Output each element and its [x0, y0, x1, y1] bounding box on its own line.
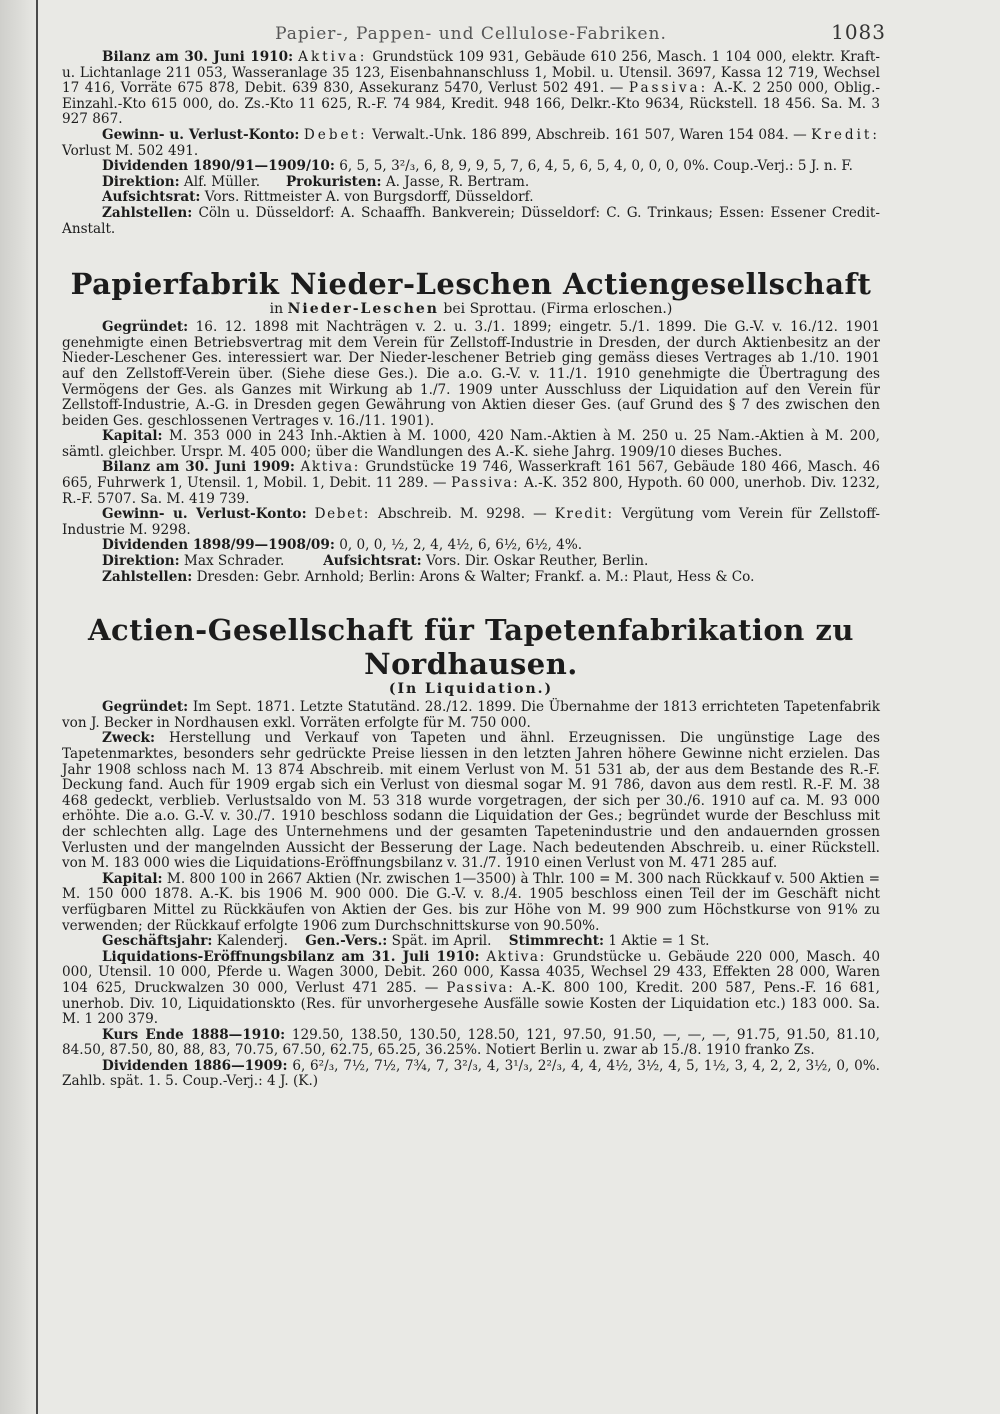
- aufsichtsrat-label: Aufsichtsrat:: [323, 553, 422, 570]
- dividenden-paragraph: [62, 538, 880, 554]
- geschaeftsjahr-paragraph: [62, 934, 880, 950]
- subtitle-prefix: in: [269, 301, 284, 318]
- zahlstellen-text: Dresden: Gebr. Arnhold; Berlin: Arons & Walter; Frankf. a. M.: Plaut, Hess & Co.: [196, 568, 755, 585]
- aufsichtsrat-text: Vors. Dir. Oskar Reuther, Berlin.: [425, 553, 649, 570]
- direktion-text: Alf. Müller.: [183, 173, 261, 190]
- zahlstellen-label: Zahlstellen:: [102, 204, 193, 221]
- bilanz-aktiva-text: Grundstück 109 931, Gebäude 610 256, Masch. 1 104 000, elektr. Kraft- u. Lichtanlage 211 053, Wasseranlage 35 123, Eisenbahnanschluss 1, Mobil. u. Utensil. 3697, Kassa 12 719, Wechsel 17 416, Vorräte 675 878, Debit. 639 830, Assekuranz 5470, Verlust 502 491. —: [62, 49, 880, 97]
- prokuristen-label: Prokuristen:: [285, 173, 382, 190]
- aktiva-word: Aktiva:: [298, 49, 368, 65]
- direktion-label: Direktion:: [102, 553, 180, 570]
- dividenden-label: Dividenden 1890/91—1909/10:: [102, 158, 335, 175]
- zweck-label: Zweck:: [102, 730, 155, 747]
- kurs-text: 129.50, 138.50, 130.50, 128.50, 121, 97.50, 91.50, —, —, —, 91.75, 91.50, 81.10, 84.50, 87.50, 80, 88, 83, 70.75, 67.50, 62.75, 65.25, 36.25%. Notiert Berlin u. zwar ab 15./8. 1910 franko Zs.: [62, 1026, 880, 1059]
- bilanz-label: Bilanz am 30. Juni 1910:: [102, 49, 294, 65]
- dividenden-label: Dividenden 1886—1909:: [102, 1057, 288, 1074]
- company-title: Actien-Gesellschaft für Tapetenfabrikation zu Nordhausen.: [88, 613, 854, 682]
- gegruendet-text: 16. 12. 1898 mit Nachträgen v. 2. u. 3./1. 1899; eingetr. 5./1. 1899. Die G.-V. v. 16./12. 1901 genehmigte einen Betriebsvertrag mit dem Verein für Zellstoff-Industrie in Dresden, der durch Aktienbesitz an der Nieder-Leschener Ges. interessiert war. Der Nieder-leschener Betrieb ging gemäss dieses Vertrages ab 1./10. 1901 auf den Zellstoff-Verein über. (Siehe diese Ges.). Die a.o. G.-V. v. 11./1. 1910 genehmigte die Übertragung des Vermögens der Ges. als Ganzes mit Wirkung ab 1./7. 1909 unter Ausschluss der Liquidation auf den Verein für Zellstoff-Industrie, A.-G. in Dresden gegen Gewährung von Aktien dieser Ges. (auf Grund des § 7 des zwischen den beiden Ges. geschlossenen Vertrages v. 16./11. 1901).: [62, 319, 880, 429]
- zweck-paragraph: [62, 731, 880, 871]
- zahlstellen-paragraph: [62, 570, 880, 586]
- bilanz-paragraph: [62, 460, 880, 507]
- direktion-label: Direktion:: [102, 173, 180, 190]
- kapital-text: M. 800 100 in 2667 Aktien (Nr. zwischen 1—3500) à Thlr. 100 = M. 300 nach Rückkauf v. 500 Aktien = M. 150 000 1878. A.-K. bis 1906 M. 900 000. Die G.-V. v. 8./4. 1905 beschloss einen Teil der im Geschäft nicht verfügbaren Mittel zu Rückkäufen von Aktien der Ges. bis zur Höhe von M. 99 900 zum Höchstkurse von 91% zu verwenden; der Rückkauf erfolgte 1906 zum Durchschnittskurse von 90.50%.: [62, 870, 881, 934]
- bilanz-passiva-text: A.-K. 352 800, Hypoth. 60 000, unerhob. Div. 1232, R.-F. 5707. Sa. M. 419 739.: [62, 475, 881, 507]
- guv-debet-text: Abschreib. M. 9298. —: [378, 506, 547, 523]
- dividenden-paragraph: [62, 159, 880, 175]
- gen-vers-label: Gen.-Vers.:: [305, 933, 388, 950]
- direktion-paragraph: [62, 554, 880, 570]
- guv-label: Gewinn- u. Verlust-Konto:: [102, 126, 300, 143]
- prokuristen-text: A. Jasse, R. Bertram.: [385, 173, 530, 190]
- kapital-text: M. 353 000 in 243 Inh.-Aktien à M. 1000, 420 Nam.-Aktien à M. 250 u. 25 Nam.-Aktien à M. 200, sämtl. gleichber. Urspr. M. 405 000; über die Wandlungen des A.-K. siehe Jahrg. 1909/10 dieses Buches.: [62, 428, 880, 460]
- debet-word: Debet:: [303, 126, 368, 143]
- company-entry-nieder-leschen: [62, 267, 880, 585]
- passiva-word: Passiva:: [628, 80, 709, 97]
- gegruendet-paragraph: [62, 700, 880, 731]
- dividenden-paragraph: [62, 1059, 880, 1090]
- company-entry-tapetenfabrikation: [62, 613, 880, 1090]
- kapital-label: Kapital:: [102, 428, 163, 445]
- zweck-text: Herstellung und Verkauf von Tapeten und ähnl. Erzeugnissen. Die ungünstige Lage des Tapetenmarktes, besonders sehr gedrückte Preise liessen in den letzten Jahren höhere Gewinne nicht erzielen. Das Jahr 1908 schloss nach M. 13 874 Abschreib. mit einem Verlust von M. 51 531 ab, der aus dem Bestande des R.-F. Deckung fand. Auch für 1909 ergab sich ein Verlust von diesmal sogar M. 91 786, davon aus dem restl. R.-F. M. 38 468 gedeckt, verblieb. Verlustsaldo von M. 53 318 wurde vorgetragen, der sich per 30./6. 1910 auf ca. M. 93 000 erhöhte. Die a.o. G.-V. v. 30./7. 1910 beschloss sodann die Liquidation der Ges.; begründet wurde der Beschluss mit der schlechten allg. Lage des Unternehmens und der gesamten Tapetenindustrie und den andauernden grossen Verlusten und der mangelnden Aussicht der Besserung der Lage. Nach bedeutenden Abschreib. u. einer Rückstell. von M. 183 000 wies die Liquidations-Eröffnungsbilanz v. 31./7. 1910 einen Verlust von M. 471 285 auf.: [62, 730, 880, 872]
- dividenden-label: Dividenden 1898/99—1908/09:: [102, 537, 335, 554]
- stimmrecht-label: Stimmrecht:: [508, 933, 605, 950]
- company-subtitle: [62, 301, 880, 318]
- liquidationsbilanz-label: Liquidations-Eröffnungsbilanz am 31. Juli 1910:: [102, 948, 480, 965]
- aktiva-word: Aktiva:: [300, 459, 360, 476]
- bilanz-passiva-text: A.-K. 2 250 000, Oblig.-Einzahl.-Kto 615 000, do. Zs.-Kto 11 625, R.-F. 74 984, Kredit. 948 166, Delkr.-Kto 9634, Rückstell. 18 456. Sa. M. 3 927 867.: [62, 80, 880, 128]
- aktiva-word: Aktiva:: [486, 948, 546, 965]
- liquidationsbilanz-passiva-text: A.-K. 800 100, Kredit. 200 587, Pens.-F. 16 681, unerhob. Div. 10, Liquidationskto (Res. für unvorhergesehe Ausfälle sowie Kosten der Liquidation etc.) 183 000. Sa. M. 1 200 379.: [62, 979, 880, 1028]
- debet-word: Debet:: [314, 506, 370, 523]
- gegruendet-text: Im Sept. 1871. Letzte Statutänd. 28./12. 1899. Die Übernahme der 1813 errichteten Tapetenfabrik von J. Becker in Nordhausen exkl. Vorräten erfolgte für M. 750 000.: [62, 699, 880, 731]
- passiva-word: Passiva:: [446, 979, 515, 996]
- gen-vers-text: Spät. im April.: [391, 933, 492, 950]
- liquidationsbilanz-aktiva-text: Grundstücke u. Gebäude 220 000, Masch. 40 000, Utensil. 10 000, Pferde u. Wagen 3000, Debit. 260 000, Kassa 4035, Wechsel 29 433, Effekten 28 000, Waren 104 625, Druckwalzen 30 000, Verlust 471 285. —: [62, 948, 881, 996]
- bilanz-label: Bilanz am 30. Juni 1909:: [102, 459, 295, 476]
- bilanz-aktiva-text: Grundstücke 19 746, Wasserkraft 161 567, Gebäude 180 466, Masch. 46 665, Fuhrwerk 1, Utensil. 1, Mobil. 1, Debit. 11 289. —: [62, 459, 881, 492]
- kapital-label: Kapital:: [102, 870, 163, 887]
- geschaeftsjahr-label: Geschäftsjahr:: [102, 933, 213, 950]
- geschaeftsjahr-text: Kalenderj.: [216, 933, 288, 950]
- zahlstellen-label: Zahlstellen:: [102, 568, 193, 585]
- dividenden-text: 6, 5, 5, 3²/₃, 6, 8, 9, 9, 5, 7, 6, 4, 5, 6, 5, 4, 0, 0, 0, 0%. Coup.-Verj.: 5 J. n. F.: [339, 158, 853, 175]
- guv-paragraph: [62, 128, 880, 159]
- kapital-paragraph: [62, 872, 880, 934]
- guv-kredit-text: Vorlust M. 502 491.: [62, 142, 199, 159]
- aufsichtsrat-paragraph: [62, 190, 880, 206]
- direktion-paragraph: [62, 175, 880, 191]
- subtitle-suffix: bei Sprottau. (Firma erloschen.): [443, 301, 673, 318]
- zahlstellen-text: Cöln u. Düsseldorf: A. Schaaffh. Bankverein; Düsseldorf: C. G. Trinkaus; Essen: Essener Credit-Anstalt.: [62, 204, 880, 237]
- bilanz-paragraph: [62, 50, 880, 128]
- liquidation-note: (In Liquidation.): [388, 681, 554, 698]
- direktion-text: Max Schrader.: [183, 553, 285, 570]
- running-header: [62, 20, 886, 50]
- aufsichtsrat-text: Vors. Rittmeister A. von Burgsdorff, Düsseldorf.: [204, 189, 534, 206]
- company-location: Nieder-Leschen: [287, 301, 439, 318]
- entry-continuation: [62, 50, 880, 237]
- kredit-word: Kredit:: [811, 126, 880, 143]
- page-binding-shadow: [0, 0, 38, 1414]
- guv-paragraph: [62, 507, 880, 538]
- kurs-label: Kurs Ende 1888—1910:: [102, 1026, 286, 1043]
- company-subtitle: [62, 681, 880, 698]
- gegruendet-paragraph: [62, 320, 880, 429]
- liquidationsbilanz-paragraph: [62, 950, 880, 1028]
- passiva-word: Passiva:: [451, 475, 520, 492]
- aufsichtsrat-label: Aufsichtsrat:: [102, 189, 201, 206]
- running-title: Papier-, Pappen- und Cellulose-Fabriken.: [275, 24, 667, 44]
- gegruendet-label: Gegründet:: [102, 319, 189, 336]
- stimmrecht-text: 1 Aktie = 1 St.: [608, 933, 710, 950]
- guv-debet-text: Verwalt.-Unk. 186 899, Abschreib. 161 507, Waren 154 084. —: [372, 126, 807, 143]
- gegruendet-label: Gegründet:: [102, 699, 189, 716]
- company-title: Papierfabrik Nieder-Leschen Actiengesellschaft: [70, 267, 872, 302]
- document-page: [62, 20, 886, 1090]
- kurs-paragraph: [62, 1028, 880, 1059]
- page-number: 1083: [831, 20, 886, 44]
- dividenden-text: 0, 0, 0, ½, 2, 4, 4½, 6, 6½, 6½, 4%.: [339, 537, 583, 554]
- kredit-word: Kredit:: [554, 506, 614, 523]
- guv-label: Gewinn- u. Verlust-Konto:: [102, 506, 307, 523]
- guv-kredit-text: Vergütung vom Verein für Zellstoff-Industrie M. 9298.: [62, 506, 881, 538]
- kapital-paragraph: [62, 429, 880, 460]
- zahlstellen-paragraph: [62, 206, 880, 237]
- binding-rule: [36, 0, 38, 1414]
- dividenden-text: 6, 6²/₃, 7½, 7½, 7¾, 7, 3²/₃, 4, 3¹/₃, 2²/₃, 4, 4, 4½, 3½, 4, 5, 1½, 3, 4, 2, 2, 3½, 0, 0%. Zahlb. spät. 1. 5. Coup.-Verj.: 4 J. (K.): [62, 1057, 880, 1090]
